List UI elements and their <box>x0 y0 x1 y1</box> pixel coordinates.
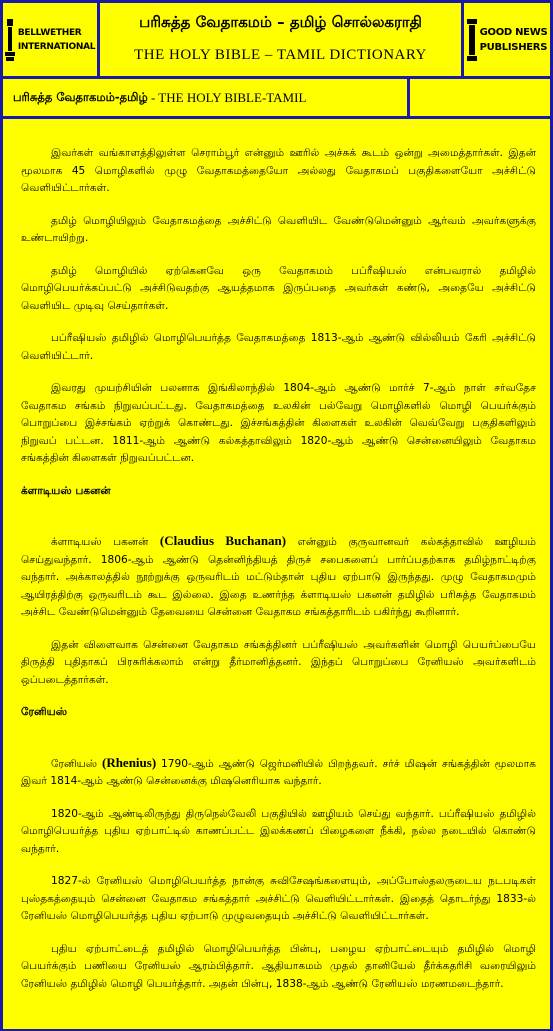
heading-claudius-buchanan: க்ளாடியஸ் பகனன் <box>21 484 111 497</box>
good-news-logo <box>464 3 550 76</box>
paragraph-10: 1827-ல் ரேனியஸ் மொழிபெயர்த்த நான்கு சுவிசேஷங்களையும், அப்போஸ்தலருடைய நடபடிகள் புஸ்தகத்தையும் சென்னை வேதாகம சங்கத்தார் அச்சிட்டு வெளியிட்டார்கள். இதைத் தொடர்ந்து 1833-ல் ரேனியஸ் மொழிபெயர்த்த புதிய ஏற்பாடு முழுவதையும் அச்சிட்டு வெளியிட்டார்கள். <box>21 875 536 922</box>
paragraph-11: புதிய ஏற்பாட்டைத் தமிழில் மொழிபெயர்த்த பின்பு, பழைய ஏற்பாட்டையும் தமிழில் மொழி பெயர்க்கும் பணியை ரேனியஸ் ஆரம்பித்தார். ஆதியாகமம் முதல் தானியேல் தீர்க்கதரிசி வரையிலும் ரேனியஸ் தமிழில் மொழி பெயர்த்தார். அதன் பின்பு, 1838-ஆம் ஆண்டு ரேனியஸ் மரணமடைந்தார். <box>21 942 536 990</box>
logo-text-line-1: BELLWETHER <box>17 27 82 38</box>
paragraph-4: பப்ரீஷியஸ் தமிழில் மொழிபெயர்த்த வேதாகமத்தை 1813-ஆம் ஆண்டு வில்லியம் கேரி அச்சிட்டு வெளியிட்டார். <box>21 332 536 362</box>
paragraph-7: இதன் விளைவாக சென்னை வேதாகம சங்கத்தினர் பப்ரீஷியஸ் அவர்களின் மொழி பெயர்ப்பையே திருத்தி புதிதாகப் பிரசுரிக்கலாம் என்று தீர்மானித்தனர். இந்தப் பொறுப்பை ரேனியஸ் அவர்களிடம் ஒப்படைத்தார்கள். <box>21 638 536 686</box>
paragraph-9: 1820-ஆம் ஆண்டிலிருந்து திருநெல்வேலி பகுதியில் ஊழியம் செய்து வந்தார். பப்ரீஷியஸ் தமிழில் மொழிபெயர்த்த புதிய ஏற்பாட்டில் காணப்பட்ட இலக்கணப் பிழைகளை நீக்கி, நல்ல நடையில் கொண்டு வந்தார். <box>21 807 536 855</box>
bellwether-logo <box>3 3 97 76</box>
section-title-tamil: பரிசுத்த வேதாகமம்-தமிழ் <box>13 89 148 104</box>
section-bar-filler <box>410 79 550 116</box>
section-title-bar <box>3 79 407 116</box>
paragraph-6 <box>21 532 536 622</box>
article-content <box>3 119 550 1029</box>
logo-text-line-2: PUBLISHERS <box>479 41 548 53</box>
heading-rhenius: ரேனியஸ் <box>21 706 68 718</box>
paragraph-8 <box>21 754 536 791</box>
paragraph-1: இவர்கள் வங்காளத்திலுள்ள செராம்பூர் என்னும் ஊரில் அச்சுக் கூடம் ஒன்று அமைத்தார்கள். இதன் மூலமாக 45 மொழிகளில் முழு வேதாகமத்தையோ அல்லது வேதாகமப் பகுதிகளையோ அச்சிட்டு வெளியிட்டார்கள். <box>21 147 536 194</box>
section-title-english <box>148 90 307 106</box>
paragraph-2: தமிழ் மொழியிலும் வேதாகமத்தை அச்சிட்டு வெளியிட வேண்டுமென்னும் ஆர்வம் அவர்களுக்கு உண்டாயிற்று. <box>21 214 536 244</box>
header-title-box <box>100 3 461 76</box>
section-title-english-text: - THE HOLY BIBLE-TAMIL <box>150 89 307 105</box>
bellwether-figure-icon <box>5 19 15 61</box>
paragraph-8-body: 1790-ஆம் ஆண்டு ஜெர்மனியில் பிறந்தவர். சர்ச் மிஷன் சங்கத்தின் மூலமாக இவர் 1814-ஆம் ஆண்டு சென்னைக்கு மிஷனெரியாக வந்தார். <box>21 757 537 787</box>
title-english: THE HOLY BIBLE – TAMIL DICTIONARY <box>134 47 427 63</box>
book-stack-icon <box>467 19 477 61</box>
paragraph-8-name: (Rhenius) <box>101 754 157 770</box>
paragraph-6-name: (Claudius Buchanan) <box>159 533 287 548</box>
logo-text-line-1: GOOD NEWS <box>479 26 548 38</box>
paragraph-3: தமிழ் மொழியில் ஏற்கெனவே ஒரு வேதாகமம் பப்ரீஷியஸ் என்பவரால் தமிழில் மொழிபெயர்க்கப்பட்டு அச்சிடுவதற்கு ஆயத்தமாக இருப்பதை அவர்கள் கண்டு, அதையே அச்சிட்டு வெளியிட முடிவு செய்தார்கள். <box>21 264 536 312</box>
paragraph-8-lead: ரேனியஸ் <box>51 757 102 770</box>
paragraph-6-lead: க்ளாடியஸ் பகனன் <box>51 536 160 548</box>
title-tamil: பரிசுத்த வேதாகமம் – தமிழ் சொல்லகராதி <box>139 13 422 31</box>
paragraph-5: இவரது முயற்சியின் பலனாக இங்கிலாந்தில் 1804-ஆம் ஆண்டு மார்ச் 7-ஆம் நாள் சர்வதேச வேதாகம சங்கம் நிறுவப்பட்டது. வேதாகமத்தை உலகின் பல்வேறு மொழிகளில் மொழி பெயர்க்கும் பொறுப்பை இச்சங்கம் ஏற்றுக் கொண்டது. இச்சங்கத்தின் கிளைகள் உலகின் வெவ்வேறு பகுதிகளிலும் நிறுவப் பட்டன. 1811-ஆம் ஆண்டு கல்கத்தாவிலும் 1820-ஆம் ஆண்டு சென்னையிலும் வேதாகம சங்கத்தின் கிளைகள் நிறுவப்பட்டன. <box>21 382 536 464</box>
logo-text-line-2: INTERNATIONAL <box>17 41 96 52</box>
paragraph-6-body: என்னும் குருவானவர் கல்கத்தாவில் ஊழியம் செய்துவந்தார். 1806-ஆம் ஆண்டு தென்னிந்தியத் திருச் சபைகளைப் பார்ப்பதற்காக தமிழ்நாட்டிற்கு வந்தார். அக்காலத்தில் நூற்றுக்கு ஒருவரிடம் மட்டும்தான் புதிய ஏற்பாடு இருந்தது. முழு வேதாகமமும் ஆயிரத்திற்கு ஒருவரிடம் கூட இல்லை. இதை உணர்ந்த க்ளாடியஸ் பகனன் தமிழில் பரிசுத்த வேதாகமம் அச்சிட வேண்டுமென்னும் தேவையை சென்னை வேதாகம சங்கத்தாரிடம் பகிர்ந்து கூறினார். <box>21 536 536 618</box>
